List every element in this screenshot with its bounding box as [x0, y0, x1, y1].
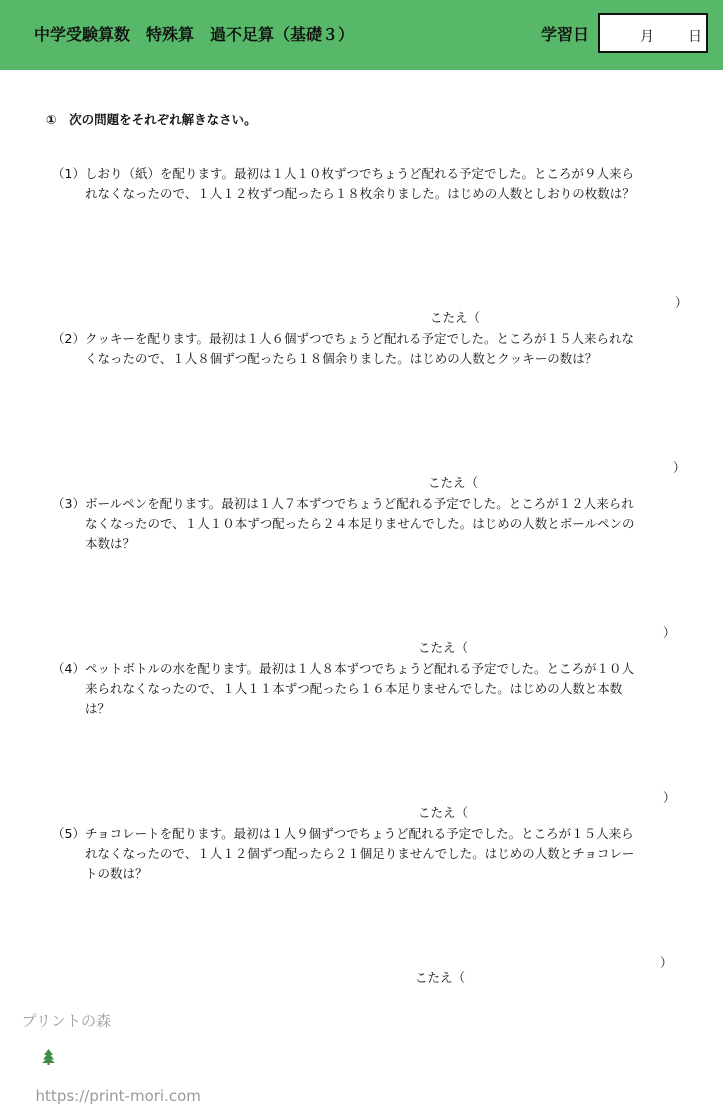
date-label: 学習日 [541, 25, 590, 44]
problem-4 [52, 659, 682, 719]
header-bar [0, 0, 723, 70]
month-label: 月 [640, 29, 654, 45]
problem-line: ボールペンを配ります。最初は１人７本ずつでちょうど配れる予定でした。ところが１２人来られ [85, 496, 634, 511]
answer-label: こたえ（ [427, 475, 478, 490]
problem-text [85, 659, 682, 719]
problem-number: （4） [52, 661, 85, 676]
brand-name: プリントの森 [21, 1012, 111, 1030]
problem-line: なくなったので、１人１０本ずつ配ったら２４本足りませんでした。はじめの人数とボールペンの [85, 516, 635, 531]
problem-line: は？ [85, 701, 111, 716]
problem-text [85, 164, 682, 204]
problem-line: しおり（紙）を配ります。最初は１人１０枚ずつでちょうど配れる予定でした。ところが９人来ら [85, 166, 635, 181]
date-box[interactable] [598, 13, 708, 53]
problem-number: （3） [52, 496, 85, 511]
answer-label: こたえ（ [414, 970, 465, 985]
day-label: 日 [688, 29, 702, 45]
problem-5 [52, 824, 682, 884]
instruction: ① 次の問題をそれぞれ解きなさい。 [46, 112, 257, 127]
answer-label: こたえ（ [417, 805, 468, 820]
problem-2 [52, 329, 682, 369]
answer-close: ） [663, 790, 676, 805]
problem-line: れなくなったので、１人１２個ずつ配ったら２１個足りませんでした。はじめの人数とチョコレー [85, 846, 635, 861]
answer-close: ） [660, 955, 673, 970]
page-title: 中学受験算数 特殊算 過不足算（基礎３） [34, 25, 355, 44]
problem-number: （1） [52, 166, 85, 181]
site-url[interactable]: https://print-mori.com [35, 1087, 201, 1105]
answer-close: ） [663, 625, 676, 640]
problem-text [85, 494, 682, 554]
problem-line: 本数は？ [85, 536, 136, 551]
answer-label: こたえ（ [417, 640, 468, 655]
problem-3 [52, 494, 682, 554]
answer-label: こたえ（ [429, 310, 480, 325]
problem-text [85, 329, 682, 369]
problem-number: （2） [52, 331, 85, 346]
footer [12, 992, 201, 1105]
problem-line: チョコレートを配ります。最初は１人９個ずつでちょうど配れる予定でした。ところが１５人来ら [85, 826, 634, 841]
tree-icon [23, 1031, 55, 1087]
answer-blank-5[interactable] [407, 953, 673, 1001]
problem-number: （5） [52, 826, 85, 841]
problem-line: ペットボトルの水を配ります。最初は１人８本ずつでちょうど配れる予定でした。ところが１０人 [85, 661, 635, 676]
problem-line: くなったので、１人８個ずつ配ったら１８個余りました。はじめの人数とクッキーの数は？ [85, 351, 598, 366]
problem-text [85, 824, 682, 884]
answer-close: ） [673, 460, 686, 475]
problem-line: クッキーを配ります。最初は１人６個ずつでちょうど配れる予定でした。ところが１５人来られな [85, 331, 635, 346]
problem-line: れなくなったので、１人１２枚ずつ配ったら１８枚余りました。はじめの人数としおりの枚数は？ [85, 186, 635, 201]
problem-line: トの数は？ [85, 866, 148, 881]
problem-1 [52, 164, 682, 204]
answer-close: ） [675, 295, 688, 310]
problem-line: 来られなくなったので、１人１１本ずつ配ったら１６本足りませんでした。はじめの人数と本数 [85, 681, 623, 696]
